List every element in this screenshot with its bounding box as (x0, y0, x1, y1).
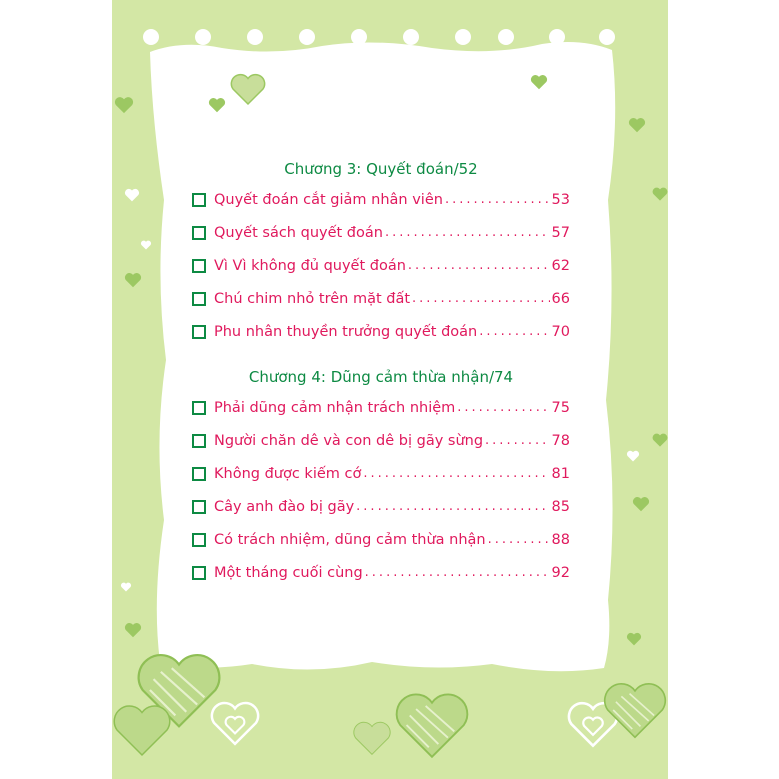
toc-entry[interactable] (192, 216, 570, 249)
entry-title: Người chăn dê và con dê bị gãy sừng (214, 432, 484, 449)
checkbox-square-icon (192, 533, 206, 547)
entry-page: 53 (551, 191, 570, 208)
entry-title: Vì Vì không đủ quyết đoán (214, 257, 406, 274)
scallop-dot (403, 29, 419, 45)
scallop-dot (299, 29, 315, 45)
dot-leader (356, 499, 549, 514)
heart-icon (124, 622, 142, 638)
heart-icon (210, 700, 260, 746)
entry-title: Một tháng cuối cùng (214, 564, 363, 581)
heart-icon (628, 117, 646, 133)
toc-entry[interactable] (192, 282, 570, 315)
entry-page: 70 (551, 323, 570, 340)
entry-page: 88 (551, 531, 570, 548)
dot-leader (408, 258, 550, 273)
toc-entry[interactable] (192, 391, 570, 424)
heart-icon (652, 432, 668, 448)
dot-leader (488, 532, 550, 547)
entry-page: 62 (551, 257, 570, 274)
checkbox-square-icon (192, 292, 206, 306)
toc-entry[interactable] (192, 490, 570, 523)
chapter-3-heading: Chương 3: Quyết đoán/52 (284, 160, 478, 178)
dot-leader (445, 192, 550, 207)
chapter-4-heading: Chương 4: Dũng cảm thừa nhận/74 (248, 368, 514, 386)
heart-icon (120, 582, 132, 592)
heart-icon (140, 240, 152, 250)
entry-title: Phu nhân thuyền trưởng quyết đoán (214, 323, 478, 340)
toc-entry[interactable] (192, 523, 570, 556)
entry-page: 75 (551, 399, 570, 416)
dot-leader (457, 400, 549, 415)
checkbox-square-icon (192, 193, 206, 207)
dot-leader (365, 565, 550, 580)
checkbox-square-icon (192, 401, 206, 415)
checkbox-square-icon (192, 500, 206, 514)
heart-icon (602, 680, 668, 740)
entry-page: 92 (551, 564, 570, 581)
book-page (112, 0, 668, 779)
toc-entry[interactable] (192, 424, 570, 457)
scallop-dot (455, 29, 471, 45)
dot-leader (479, 324, 549, 339)
scallop-dot (599, 29, 615, 45)
heart-icon (124, 272, 142, 288)
entry-page: 81 (551, 465, 570, 482)
entry-title: Có trách nhiệm, dũng cảm thừa nhận (214, 531, 486, 548)
section-gap (192, 348, 570, 364)
checkbox-square-icon (192, 226, 206, 240)
toc-entry[interactable] (192, 183, 570, 216)
heart-icon (626, 450, 640, 462)
toc-entry[interactable] (192, 556, 570, 589)
entry-page: 85 (551, 498, 570, 515)
entry-page: 66 (551, 290, 570, 307)
heart-icon (352, 720, 392, 756)
scallop-dot (195, 29, 211, 45)
entry-page: 57 (551, 224, 570, 241)
heart-icon (230, 72, 266, 106)
entry-page: 78 (551, 432, 570, 449)
entry-title: Chú chim nhỏ trên mặt đất (214, 290, 411, 307)
heart-icon (632, 496, 650, 512)
heart-icon (124, 188, 140, 202)
heart-icon (208, 97, 226, 113)
dot-leader (485, 433, 550, 448)
heart-icon (626, 632, 642, 646)
checkbox-square-icon (192, 566, 206, 580)
entry-title: Cây anh đào bị gãy (214, 498, 355, 515)
dot-leader (412, 291, 550, 306)
scallop-dot (549, 29, 565, 45)
toc-entry[interactable] (192, 249, 570, 282)
toc-entry[interactable] (192, 315, 570, 348)
checkbox-square-icon (192, 325, 206, 339)
entry-title: Phải dũng cảm nhận trách nhiệm (214, 399, 456, 416)
scallop-dot (247, 29, 263, 45)
scallop-dot (351, 29, 367, 45)
heart-icon (530, 74, 548, 90)
scallop-dot (498, 29, 514, 45)
heart-icon (114, 96, 134, 114)
heart-icon (112, 700, 172, 760)
checkbox-square-icon (192, 434, 206, 448)
entry-title: Không được kiếm cớ (214, 465, 362, 482)
entry-title: Quyết đoán cắt giảm nhân viên (214, 191, 443, 208)
heart-icon (652, 186, 668, 202)
entry-title: Quyết sách quyết đoán (214, 224, 383, 241)
table-of-contents (192, 156, 570, 589)
checkbox-square-icon (192, 467, 206, 481)
checkbox-square-icon (192, 259, 206, 273)
toc-entry[interactable] (192, 457, 570, 490)
dot-leader (385, 225, 550, 240)
heart-icon (392, 690, 472, 760)
scallop-dot (143, 29, 159, 45)
dot-leader (363, 466, 549, 481)
